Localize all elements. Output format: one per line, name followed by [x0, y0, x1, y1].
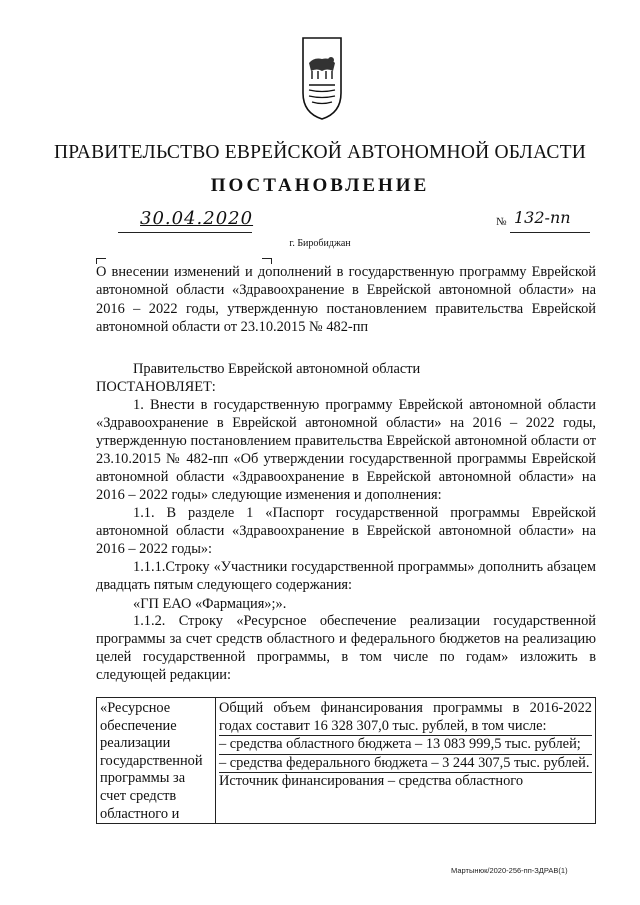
resource-table: [96, 697, 596, 824]
date-underline: [118, 232, 252, 233]
left-line: областного и: [100, 805, 180, 822]
preamble-line-1: Правительство Еврейской автономной области: [133, 361, 421, 377]
document-type: ПОСТАНОВЛЕНИЕ: [210, 175, 430, 196]
table-right-cell: [216, 698, 596, 824]
decree-subject: О внесении изменений и дополнений в государственную программу Еврейской автономной области «Здравоохранение в Еврейской автономной области» на 2016 – 2022 годы, утвержденную постановлением правительства Еврейской автономной области от 23.10.2015 № 482-пп: [96, 264, 596, 335]
footer-reference: Мартынюк/2020-256-пп-ЗДРАВ(1): [451, 866, 568, 875]
coat-of-arms-icon: [300, 35, 344, 121]
number-label: №: [496, 216, 507, 228]
table-left-cell: [97, 698, 216, 824]
preamble-line-2: ПОСТАНОВЛЯЕТ:: [96, 379, 216, 395]
government-title: ПРАВИТЕЛЬСТВО ЕВРЕЙСКОЙ АВТОНОМНОЙ ОБЛАСТИ: [53, 142, 587, 163]
paragraph-1-1-1: 1.1.1.Строку «Участники государственной программы» дополнить абзацем двадцать пятым следующего содержания:: [96, 559, 596, 593]
paragraph-insert: «ГП ЕАО «Фармация»;».: [133, 596, 287, 612]
left-line: обеспечение: [100, 717, 177, 734]
left-line: реализации: [100, 735, 171, 752]
left-line: «Ресурсное: [100, 700, 171, 716]
decree-number: 132-пп: [514, 208, 571, 227]
funding-federal: – средства федерального бюджета – 3 244 307,5 тыс. рублей.: [219, 755, 592, 774]
paragraph-1: 1. Внести в государственную программу Еврейской автономной области «Здравоохранение в Еврейской автономной области» на 2016 – 2022 годы, утвержденную постановлением правительства Еврейской автономной области от 23.10.2015 № 482-пп «Об утверждении государственной программы Еврейской автономной области «Здравоохранение в Еврейской автономной области» на 2016 – 2022 годы» следующие изменения и дополнения:: [96, 397, 596, 503]
funding-source: Источник финансирования – средства областного: [219, 773, 524, 790]
funding-regional: – средства областного бюджета – 13 083 999,5 тыс. рублей;: [219, 736, 592, 755]
number-underline: [510, 232, 590, 233]
decree-date: 30.04.2020: [140, 208, 254, 229]
city: г. Биробиджан: [289, 238, 351, 249]
funding-total: Общий объем финансирования программы в 2016-2022 годах составит 16 328 307,0 тыс. рублей, в том числе:: [219, 700, 592, 736]
paragraph-1-1-2: 1.1.2. Строку «Ресурсное обеспечение реализации государственной программы за счет средств областного и федерального бюджетов на реализацию целей государственной программы, в том числе по годам» изложить в следующей редакции:: [96, 613, 596, 683]
left-line: программы за: [100, 770, 186, 787]
table-row: [97, 698, 596, 824]
left-line: счет средств: [100, 787, 177, 804]
left-line: государственной: [100, 752, 203, 769]
paragraph-1-1: 1.1. В разделе 1 «Паспорт государственной программы Еврейской автономной области «Здравоохранение в Еврейской автономной области» на 2016 – 2022 годы»:: [96, 505, 596, 557]
